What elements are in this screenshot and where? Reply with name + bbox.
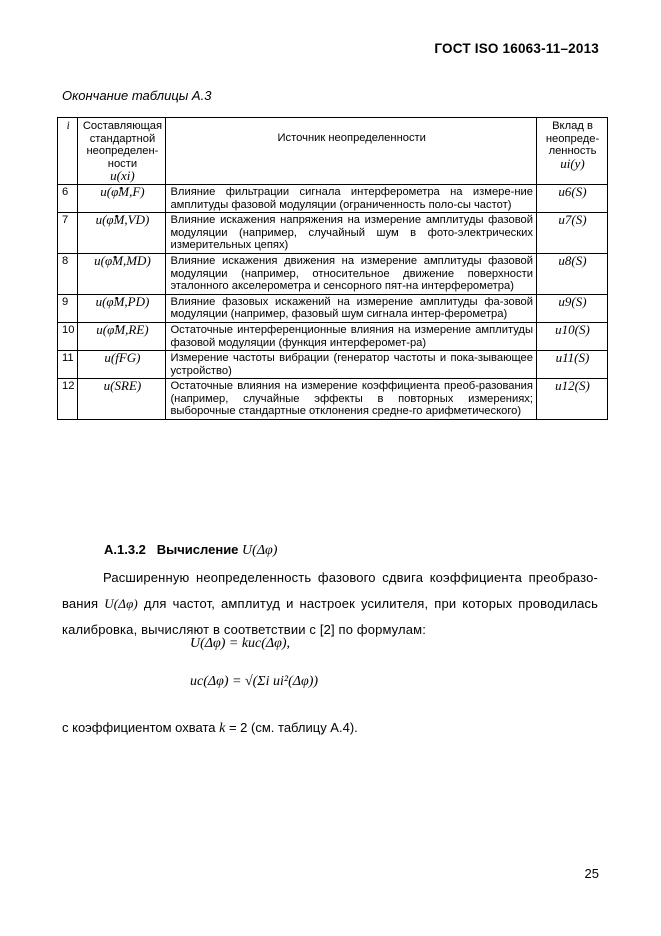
header-component-line: неопределен-	[86, 145, 159, 158]
row-contribution: u11(S)	[537, 351, 608, 379]
table-row	[58, 294, 608, 322]
section-number: А.1.3.2	[104, 542, 146, 557]
header-component-line: Составляющая	[82, 120, 163, 132]
header-source-label: Источник неопределенности	[277, 132, 426, 144]
row-source: Остаточные интерференционные влияния на измерение амплитуды фазовой модуляции (функция интерферомет-ра)	[166, 322, 537, 350]
row-index: 8	[58, 253, 78, 294]
header-contribution-line: неопреде-	[545, 132, 600, 145]
section-symbol: U(Δφ)	[242, 543, 278, 558]
paragraph-text: для частот, амплитуд и настроек усилителя, при которых проводилась калибровка, вычисляют в соответствии с [2] по формулам:	[62, 596, 599, 637]
formula-expanded-uncertainty: U(Δφ) = kuc(Δφ),	[190, 636, 291, 651]
row-source: Влияние искажения движения на измерение амплитуды фазовой модуляции (например, относительное движение поверхности эталонного акселерометра и сенсорного пят-на интерферометра)	[166, 253, 537, 294]
table-row	[58, 213, 608, 254]
row-component-symbol: u(φ̂M,F)	[78, 184, 166, 212]
document-standard-header: ГОСТ ISO 16063-11–2013	[434, 41, 599, 56]
row-source: Влияние искажения напряжения на измерение амплитуды фазовой модуляции (например, случайный шум в фото-электрических измерительных цепях)	[166, 213, 537, 254]
row-source: Влияние фильтрации сигнала интерферометра на измере-ние амплитуды фазовой модуляции (ограниченность поло-сы частот)	[166, 184, 537, 212]
row-component-symbol: u(SRE)	[78, 379, 166, 420]
paragraph-symbol: k	[219, 721, 226, 736]
section-heading	[104, 542, 277, 559]
row-index: 11	[58, 351, 78, 379]
table-row	[58, 184, 608, 212]
row-index: 12	[58, 379, 78, 420]
paragraph-text: Расширенную неопределенность фазового сдвига коэффициента преобразо-вания	[62, 570, 598, 611]
table-row	[58, 322, 608, 350]
row-source: Измерение частоты вибрации (генератор частоты и пока-зывающее устройство)	[166, 351, 537, 379]
paragraph-text: с коэффициентом охвата	[62, 720, 216, 735]
header-component-line: стандартной	[89, 132, 156, 145]
row-contribution: u10(S)	[537, 322, 608, 350]
table-row	[58, 253, 608, 294]
header-component-line: ности	[107, 157, 138, 170]
header-index	[58, 118, 78, 185]
uncertainty-table	[57, 117, 608, 420]
paragraph-text: = 2 (см. таблицу А.4).	[228, 720, 358, 735]
page-number: 25	[584, 866, 599, 881]
section-title: Вычисление	[156, 542, 239, 557]
row-index: 10	[58, 322, 78, 350]
header-source	[166, 118, 537, 185]
header-index-label: i	[66, 120, 70, 132]
header-contribution-symbol: ui(y)	[560, 155, 585, 171]
header-contribution	[537, 118, 608, 185]
row-index: 6	[58, 184, 78, 212]
row-component-symbol: u(φ̂M,MD)	[78, 253, 166, 294]
row-component-symbol: u(φ̂M,PD)	[78, 294, 166, 322]
row-index: 9	[58, 294, 78, 322]
table-row	[58, 379, 608, 420]
row-contribution: u12(S)	[537, 379, 608, 420]
header-component-symbol: u(xi)	[110, 168, 135, 184]
table-caption: Окончание таблицы А.3	[62, 88, 212, 103]
row-component-symbol: u(fFG)	[78, 351, 166, 379]
row-contribution: u6(S)	[537, 184, 608, 212]
formula-combined-uncertainty	[190, 674, 318, 690]
header-component	[78, 118, 166, 185]
row-source: Влияние фазовых искажений на измерение амплитуды фа-зовой модуляции (например, фазовый шум сигнала интер-ферометра)	[166, 294, 537, 322]
table-header-row	[58, 118, 608, 185]
row-source: Остаточные влияния на измерение коэффициента преоб-разования (например, случайные эффекты в повторных измерениях; выборочные стандартные отклонения средне-го арифметического)	[166, 379, 537, 420]
row-component-symbol: u(φ̂M,VD)	[78, 213, 166, 254]
header-contribution-line: Вклад в	[552, 120, 593, 132]
row-index: 7	[58, 213, 78, 254]
formula-combined-text: uc(Δφ) = √(Σi ui²(Δφ))	[190, 674, 319, 689]
header-contribution-line: ленность	[548, 145, 597, 158]
paragraph-symbol: U(Δφ)	[104, 596, 138, 611]
row-component-symbol: u(φ̂M,RE)	[78, 322, 166, 350]
row-contribution: u9(S)	[537, 294, 608, 322]
paragraph-coverage-factor	[62, 720, 358, 737]
paragraph-expanded-uncertainty	[62, 565, 598, 643]
row-contribution: u8(S)	[537, 253, 608, 294]
row-contribution: u7(S)	[537, 213, 608, 254]
table-row	[58, 351, 608, 379]
